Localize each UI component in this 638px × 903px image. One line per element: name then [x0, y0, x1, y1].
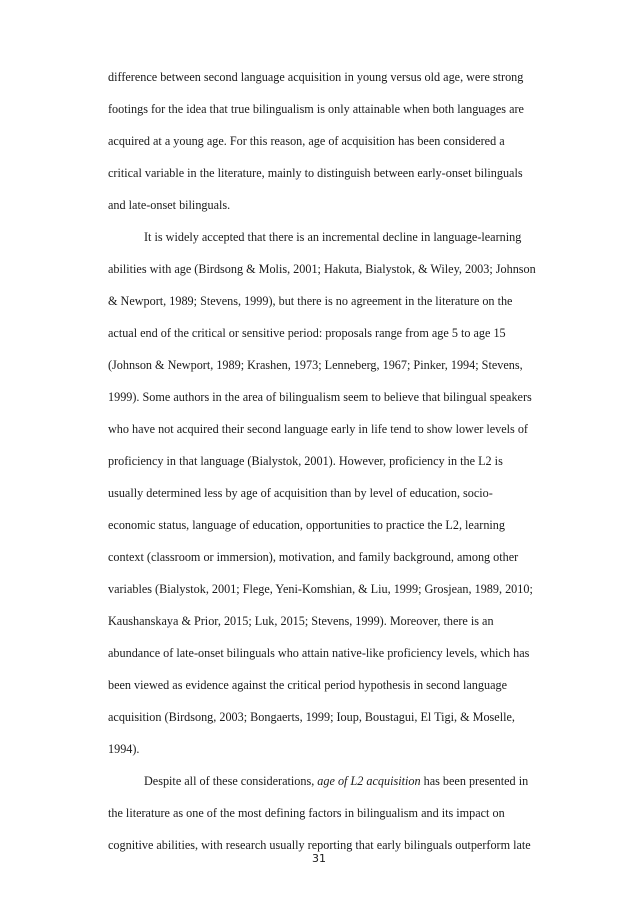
text-line: variables (Bialystok, 2001; Flege, Yeni-Komshian, & Liu, 1999; Grosjean, 1989, 2010; [108, 582, 533, 596]
text-line: critical variable in the literature, mainly to distinguish between early-onset bilinguals [108, 166, 523, 180]
text-line: acquisition (Birdsong, 2003; Bongaerts, 1999; Ioup, Boustagui, El Tigi, & Moselle, [108, 710, 515, 724]
text-line: footings for the idea that true bilingualism is only attainable when both languages are [108, 102, 524, 116]
text-run: has been presented in [420, 774, 529, 788]
text-line: acquired at a young age. For this reason, age of acquisition has been considered a [108, 134, 505, 148]
paragraph-first-line: It is widely accepted that there is an incremental decline in language-learning [144, 230, 522, 244]
text-line: & Newport, 1989; Stevens, 1999), but there is no agreement in the literature on the [108, 294, 513, 308]
page-number: 31 [312, 852, 326, 865]
text-line: who have not acquired their second language early in life tend to show lower levels of [108, 422, 528, 436]
italic-term: age of L2 acquisition [317, 774, 421, 788]
text-line: cognitive abilities, with research usually reporting that early bilinguals outperform late [108, 838, 531, 852]
text-line: 1994). [108, 742, 140, 756]
text-line: been viewed as evidence against the critical period hypothesis in second language [108, 678, 507, 692]
text-line: the literature as one of the most defining factors in bilingualism and its impact on [108, 806, 505, 820]
text-line: 1999). Some authors in the area of bilingualism seem to believe that bilingual speakers [108, 390, 532, 404]
text-line: proficiency in that language (Bialystok, 2001). However, proficiency in the L2 is [108, 454, 503, 468]
text-line: economic status, language of education, opportunities to practice the L2, learning [108, 518, 505, 532]
text-line: abilities with age (Birdsong & Molis, 2001; Hakuta, Bialystok, & Wiley, 2003; Johnson [108, 262, 536, 276]
text-run: Despite all of these considerations, [144, 774, 318, 788]
text-line: actual end of the critical or sensitive period: proposals range from age 5 to age 15 [108, 326, 506, 340]
text-line: Kaushanskaya & Prior, 2015; Luk, 2015; Stevens, 1999). Moreover, there is an [108, 614, 494, 628]
text-line: usually determined less by age of acquisition than by level of education, socio- [108, 486, 493, 500]
text-line: and late-onset bilinguals. [108, 198, 231, 212]
text-line: abundance of late-onset bilinguals who attain native-like proficiency levels, which has [108, 646, 530, 660]
paragraph-first-line [144, 774, 528, 788]
text-line: (Johnson & Newport, 1989; Krashen, 1973; Lenneberg, 1967; Pinker, 1994; Stevens, [108, 358, 523, 372]
text-line: difference between second language acquisition in young versus old age, were strong [108, 70, 524, 84]
text-line: context (classroom or immersion), motivation, and family background, among other [108, 550, 519, 564]
